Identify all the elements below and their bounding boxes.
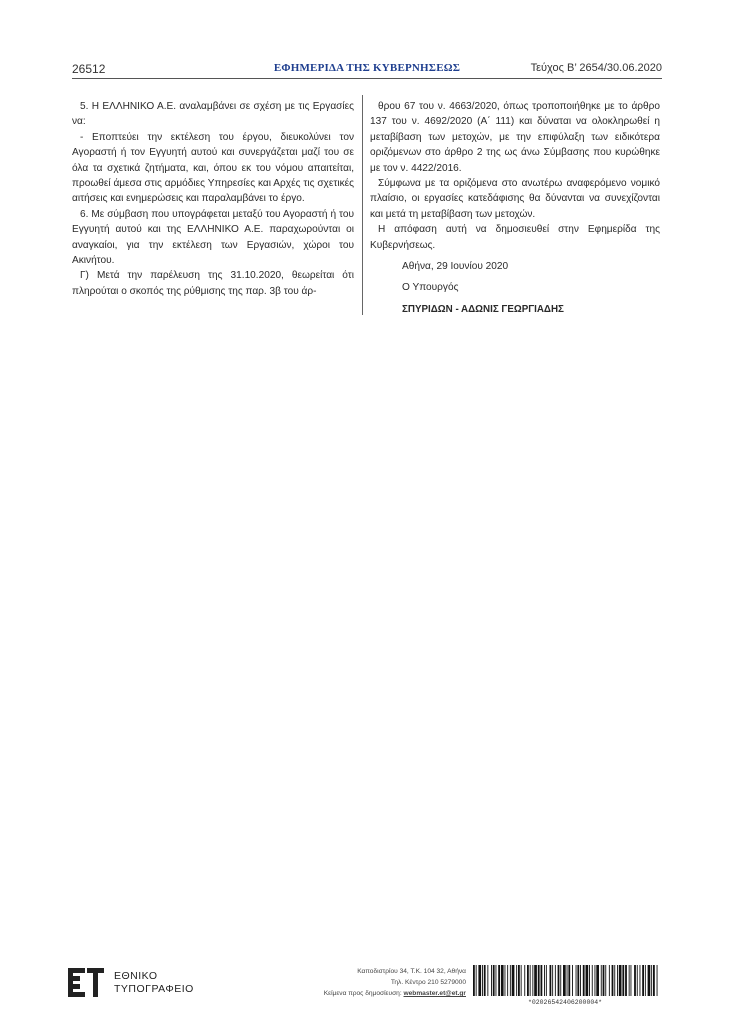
paragraph: Σύμφωνα με τα οριζόμενα στο ανωτέρω αναφερόμενο νομικό πλαίσιο, οι εργασίες κατεδάφισης θα δύνανται να συνεχίζονται και μετά τη μεταβίβαση των μετοχών.: [370, 178, 660, 220]
barcode-icon: [471, 964, 659, 1006]
barcode-bar: [498, 965, 500, 996]
barcode-bar: [589, 965, 590, 996]
barcode-bar: [496, 965, 497, 996]
barcode-bar: [605, 965, 606, 996]
barcode-bar: [534, 965, 537, 996]
barcode-bar: [657, 965, 658, 996]
barcode-bar: [505, 965, 506, 996]
barcode-bar: [541, 965, 543, 996]
barcode-bar: [572, 965, 573, 996]
barcode-bar: [619, 965, 622, 996]
barcode-bar: [642, 965, 644, 996]
barcode-bar: [577, 965, 579, 996]
submission-label: Κείμενα προς δημοσίευση:: [323, 990, 402, 997]
publisher-name-line1: ΕΘΝΙΚΟ: [114, 970, 158, 982]
signature-role: Ο Υπουργός: [402, 282, 459, 294]
header-divider: [72, 78, 662, 79]
barcode-bar: [576, 965, 577, 996]
barcode-bar: [482, 965, 483, 996]
barcode-bar: [478, 965, 481, 996]
barcode-bar: [501, 965, 504, 996]
left-column: [72, 99, 354, 299]
barcode-bar: [512, 965, 515, 996]
barcode-bar: [622, 965, 624, 996]
barcode-bar: [640, 965, 641, 996]
publisher-address: Καποδιστρίου 34, Τ.Κ. 104 32, Αθήνα: [357, 968, 466, 975]
barcode-bar: [645, 965, 646, 996]
publisher-contact: [230, 966, 466, 999]
barcode-bar: [555, 965, 556, 996]
barcode-bar: [567, 965, 568, 996]
barcode-bar: [527, 965, 529, 996]
barcode-bar: [617, 965, 618, 996]
barcode-bar: [491, 965, 492, 996]
paragraph: Η απόφαση αυτή να δημοσιευθεί στην Εφημερίδα της Κυβερνήσεως.: [370, 224, 660, 251]
paragraph: θρου 67 του ν. 4663/2020, όπως τροποποιήθηκε με το άρθρο 137 του ν. 4692/2020 (Α΄ 111) και δύναται να ολοκληρωθεί η μεταβίβαση των μετοχών, με την επιφύλαξη των ειδικότερα οριζόμενων στο άρθρο 2 της ως άνω Σύμβασης που κυρώθηκε με τον ν. 4422/2016.: [370, 101, 660, 174]
paragraph: 5. Η ΕΛΛΗΝΙΚΟ Α.Ε. αναλαμβάνει σε σχέση με τις Εργασίες να:: [72, 101, 354, 128]
signature-name: ΣΠΥΡΙΔΩΝ - ΑΔΩΝΙΣ ΓΕΩΡΓΙΑΔΗΣ: [402, 303, 564, 315]
barcode-bar: [609, 965, 610, 996]
publisher-name: [114, 970, 194, 996]
barcode-bar: [476, 965, 477, 996]
barcode-bar: [595, 965, 596, 996]
signature-place-date: Αθήνα, 29 Ιουνίου 2020: [402, 261, 509, 273]
barcode-bar: [614, 965, 615, 996]
barcode-bar: [592, 965, 593, 996]
barcode-bar: [518, 965, 520, 996]
barcode-bar: [653, 965, 655, 996]
issue-reference: Τεύχος Β’ 2654/30.06.2020: [530, 62, 662, 74]
barcode-bar: [629, 965, 630, 996]
paragraph: 6. Με σύμβαση που υπογράφεται μεταξύ του Αγοραστή ή του Εγγυητή αυτού και της ΕΛΛΗΝΙΚΟ Α.Ε. παραχωρούνται οι αναγκαίοι, για την εκτέλεση των Εργασιών, χώροι του Ακινήτου.: [72, 208, 354, 267]
page-number: 26512: [72, 62, 106, 76]
column-divider: [362, 95, 363, 315]
barcode-bar: [612, 965, 614, 996]
barcode-bar: [568, 965, 570, 996]
barcode-bar: [552, 965, 553, 996]
barcode-text: *02026542406200004*: [527, 999, 603, 1006]
paragraph: Γ) Μετά την παρέλευση της 31.10.2020, θεωρείται ότι πληρούται ο σκοπός της ρύθμισης της παρ. 3β του άρ-: [72, 270, 354, 297]
barcode-bar: [601, 965, 602, 996]
barcode-bar: [516, 965, 517, 996]
barcode-bar: [596, 965, 599, 996]
barcode-bar: [544, 965, 545, 996]
barcode-bar: [634, 965, 636, 996]
barcode-bar: [510, 965, 511, 996]
submission-email-link[interactable]: webmaster.et@et.gr: [403, 990, 466, 997]
signature-block: [370, 259, 660, 317]
right-column: [370, 99, 660, 323]
barcode-bar: [521, 965, 522, 996]
barcode-bar: [558, 965, 560, 996]
barcode-bar: [637, 965, 638, 996]
barcode-bar: [487, 965, 488, 996]
barcode-bar: [550, 965, 552, 996]
barcode-bar: [648, 965, 651, 996]
barcode-bar: [563, 965, 566, 996]
barcode-bar: [507, 965, 508, 996]
barcode-bar: [651, 965, 652, 996]
barcode-bar: [538, 965, 540, 996]
barcode-bar: [530, 965, 531, 996]
barcode-bar: [524, 965, 525, 996]
publisher-name-line2: ΤΥΠΟΓΡΑΦΕΙΟ: [114, 983, 194, 995]
publisher-phone: Τηλ. Κέντρο 210 5279000: [390, 979, 466, 986]
barcode-bar: [586, 965, 589, 996]
submission-line: [230, 988, 466, 999]
barcode-bar: [493, 965, 495, 996]
publisher-logo: [68, 968, 218, 1002]
barcode-bar: [532, 965, 533, 996]
barcode-bar: [560, 965, 561, 996]
et-logo-icon: [68, 968, 104, 998]
paragraph: - Εποπτεύει την εκτέλεση του έργου, διευκολύνει τον Αγοραστή ή τον Εγγυητή αυτού και συνεργάζεται μαζί του σε όλα τα σχετικά ζητήματα, και, όπου εκ του νόμου απαιτείται, προωθεί άμεσα στις αρμόδιες Υπηρεσίες και Αρχές τις σχετικές αιτήσεις και ενημερώσεις και παραλαμβάνει το έργο.: [72, 131, 354, 205]
page-header: [72, 60, 662, 78]
barcode-bar: [583, 965, 585, 996]
barcode-bar: [484, 965, 486, 996]
barcode-bar: [603, 965, 605, 996]
gazette-title: ΕΦΗΜΕΡΙΔΑ ΤΗΣ ΚΥΒΕΡΝΗΣΕΩΣ: [273, 62, 461, 74]
barcode-bar: [631, 965, 632, 996]
barcode-bar: [546, 965, 547, 996]
barcode-bar: [473, 965, 475, 996]
barcode-bar: [580, 965, 581, 996]
barcode-bar: [625, 965, 627, 996]
